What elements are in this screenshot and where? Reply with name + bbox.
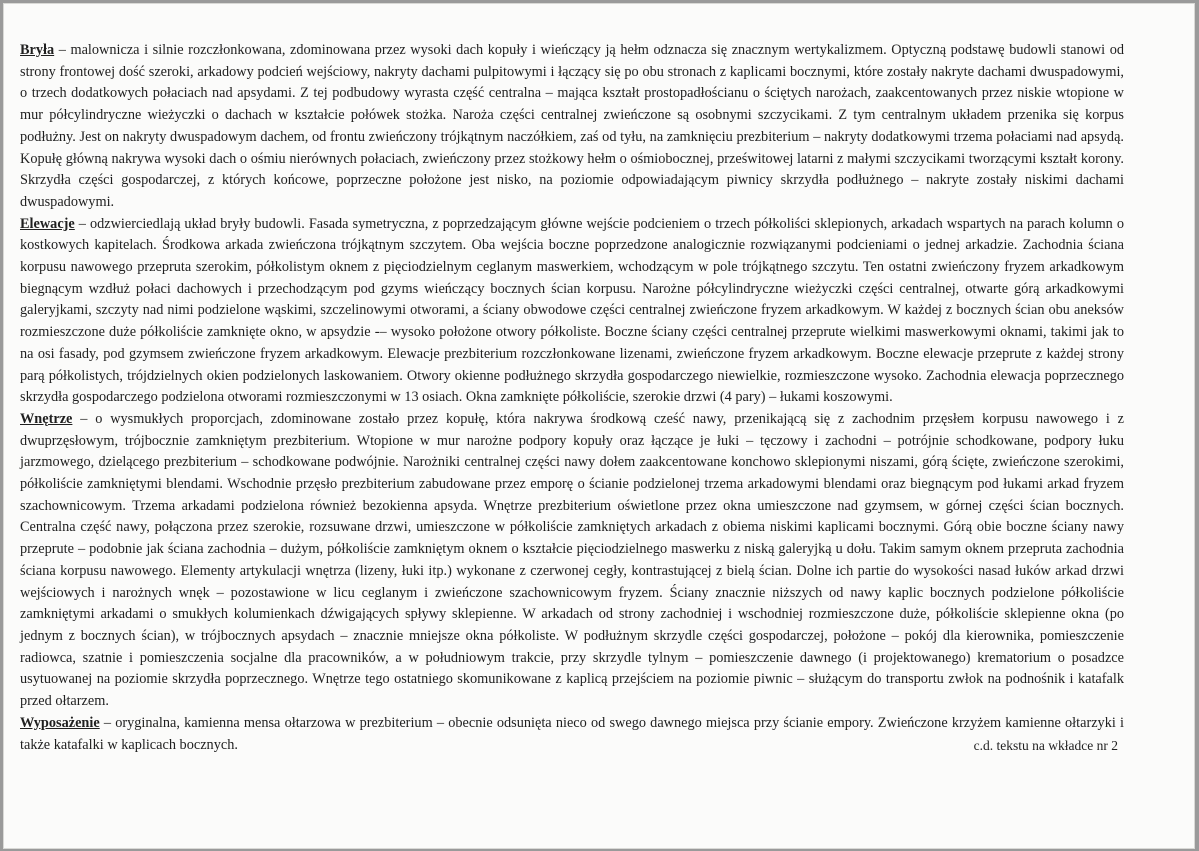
section-bryla: [20, 40, 1124, 214]
section-elewacje: [20, 214, 1124, 409]
section-text-wnetrze: – o wysmukłych proporcjach, zdominowane zostało przez kopułę, która nakrywa środkową cześć nawy, przenikającą się z zachodnim przęsłem korpusu nawowego i z dwuprzęsłowym, trójbocznie zamkniętym prezbiterium. Wtopione w mur narożne podpory kopuły oraz łączące je łuki – tęczowy i zachodni – potrójnie schodkowane, podpory łuku jarzmowego, dzielącego prezbiterium – schodkowane podwójnie. Narożniki centralnej części nawy dołem zaakcentowane konchowo sklepionymi niszami, górą ścięte, zwieńczone szerokimi, półkoliście zamkniętymi blendami. Wschodnie przęsło prezbiterium zabudowane przez emporę o ścianie podzielonej trzema arkadowymi blendami oraz biegnącym pod łukami arkad fryzem szachownicowym. Trzema arkadami podzielona również bezokienna apsyda. Wnętrze prezbiterium oświetlone przez okna umieszczone nad gzymsem, w górnej części ścian bocznych. Centralna część nawy, połączona przez szerokie, rozsuwane drzwi, umieszczone w półkoliście zamkniętych arkadach z obiema niskimi kaplicami bocznymi. Górą obie boczne ściany nawy przeprute – podobnie jak ściana zachodnia – dużym, półkoliście zamkniętym oknem o kształcie pięciodzielnego maswerku z niską galeryjką u dołu. Takim samym oknem przepruta zachodnia ściana korpusu nawowego. Elementy artykulacji wnętrza (lizeny, łuki itp.) wykonane z czerwonej cegły, kontrastującej z bielą ścian. Dolne ich partie do wysokości nasad łuków arkad drzwi wejściowych i narożnych wnęk – pozostawione w licu ceglanym i zwieńczone szachownicowym fryzem. Ściany znacznie niższych od nawy kaplic bocznych podzielone półkoliście zamkniętymi arkadami o smukłych kolumienkach dźwigających spływy sklepienne. W arkadach od strony zachodniej i wschodniej rozmieszczone duże, półkoliście sklepienne okna (po jednym z bocznych ścian), w trójbocznych apsydach – znacznie mniejsze okna półkoliste. W podłużnym skrzydle części gospodarczej, położone – pokój dla kierownika, pomieszczenie radiowca, szatnie i pomieszczenia socjalne dla pracowników, a w południowym trakcie, przy skrzydle tylnym – pomieszczenie dawnego (i projektowanego) krematorium o posadzce usytuowanej na poziomie skrzydła poprzecznego. Wnętrze tego ostatniego skomunikowane z kaplicą przejściem na poziomie piwnic – służącym do transportu zwłok na podnośnik i katafalk przed ołtarzem.: [20, 410, 1124, 710]
continuation-note: c.d. tekstu na wkładce nr 2: [973, 737, 1118, 753]
section-heading-wyposazenie: Wyposażenie: [20, 714, 100, 731]
document-body: [20, 40, 1124, 756]
section-text-elewacje: – odzwierciedlają układ bryły budowli. Fasada symetryczna, z poprzedzającym główne wejście podcieniem o trzech półkoliści sklepionych, arkadach wspartych na parach kolumn o kostkowych kapitelach. Środkowa arkada zwieńczona trójkątnym szczytem. Oba wejścia boczne poprzedzone analogicznie rozwiązanymi podcieniami o jednej arkadzie. Zachodnia ściana korpusu nawowego przepruta szerokim, półkolistym oknem z pięciodzielnym ceglanym maswerkiem, wchodzącym w pole trójkątnego szczytu. Ten ostatni zwieńczony fryzem arkadkowym biegnącym wzdłuż połaci dachowych i przechodzącym pod gzyms wieńczący bocznych ścian korpusu. Narożne półcylindryczne wieżyczki części centralnej, otwarte górą arkadkowymi galeryjkami, szczyty nad nimi podzielone wąskimi, szczelinowymi otworami, a ściany obwodowe części centralnej zwieńczone fryzem arkadkowym. W każdej z bocznych ścian obu aneksów rozmieszczone duże półkoliście zamknięte okno, w apsydzie -– wysoko położone otwory półkoliste. Boczne ściany części centralnej przeprute wielkimi maswerkowymi oknami, takimi jak to na osi fasady, pod gzymsem zwieńczone fryzem arkadkowym. Elewacje prezbiterium rozczłonkowane lizenami, zwieńczone fryzem arkadkowym. Boczne elewacje przeprute z każdej strony parą półkolistych, trójdzielnych okien podzielonych laskowaniem. Otwory okienne podłużnego skrzydła gospodarczego niewielkie, rozmieszczone wysoko. Zachodnia elewacja poprzecznego skrzydła gospodarczego podzielona otworami rozmieszczonymi w 13 osiach. Okna zamknięte półkoliście, szerokie drzwi (4 pary) – łukami koszowymi.: [20, 215, 1124, 406]
scanned-page: [3, 3, 1195, 849]
section-text-wyposazenie: – oryginalna, kamienna mensa ołtarzowa w prezbiterium – obecnie odsunięta nieco od swego dawnego miejsca przy ścianie empory. Zwieńczone krzyżem kamienne ołtarzyki i także katafalki w kaplicach bocznych.: [20, 714, 1124, 753]
section-heading-elewacje: Elewacje: [20, 215, 75, 232]
section-wnetrze: [20, 409, 1124, 713]
section-text-bryla: – malownicza i silnie rozczłonkowana, zdominowana przez wysoki dach kopuły i wieńczący ją hełm odznacza się znacznym wertykalizmem. Optyczną podstawę budowli stanowi od strony frontowej dość szeroki, arkadowy podcień wejściowy, nakryty dachami pulpitowymi i łączący się po obu stronach z kaplicami bocznymi, które zostały nakryte dachami dwuspadowymi, o trzech dodatkowych połaciach nad apsydami. Z tej podbudowy wyrasta część centralna – mająca kształt prostopadłościanu o ściętych narożach, zaakcentowanych przez niskie wtopione w mur półcylindryczne wieżyczki o dachach w kształcie połówek stożka. Naroża części centralnej zwieńczone są osobnymi szczycikami. Z tym centralnym układem przenika się korpus podłużny. Jest on nakryty dwuspadowym dachem, od frontu zwieńczony trójkątnym naczółkiem, zaś od tyłu, na zamknięciu prezbiterium – nakryty dodatkowymi trzema połaciami nad apsydą. Kopułę główną nakrywa wysoki dach o ośmiu nierównych połaciach, zwieńczony przez stożkowy hełm o ośmiobocznej, prześwitowej latarni z małymi szczycikami tworzącymi kształt korony. Skrzydła części gospodarczej, z których końcowe, poprzeczne położone jest nisko, na poziomie odpowiadającym piwnicy skrzydła podłużnego – nakryte zostały niskimi dachami dwuspadowymi.: [20, 42, 1124, 210]
section-heading-bryla: Bryła: [20, 42, 55, 58]
section-wyposazenie: [20, 713, 1124, 756]
section-heading-wnetrze: Wnętrze: [20, 410, 73, 427]
